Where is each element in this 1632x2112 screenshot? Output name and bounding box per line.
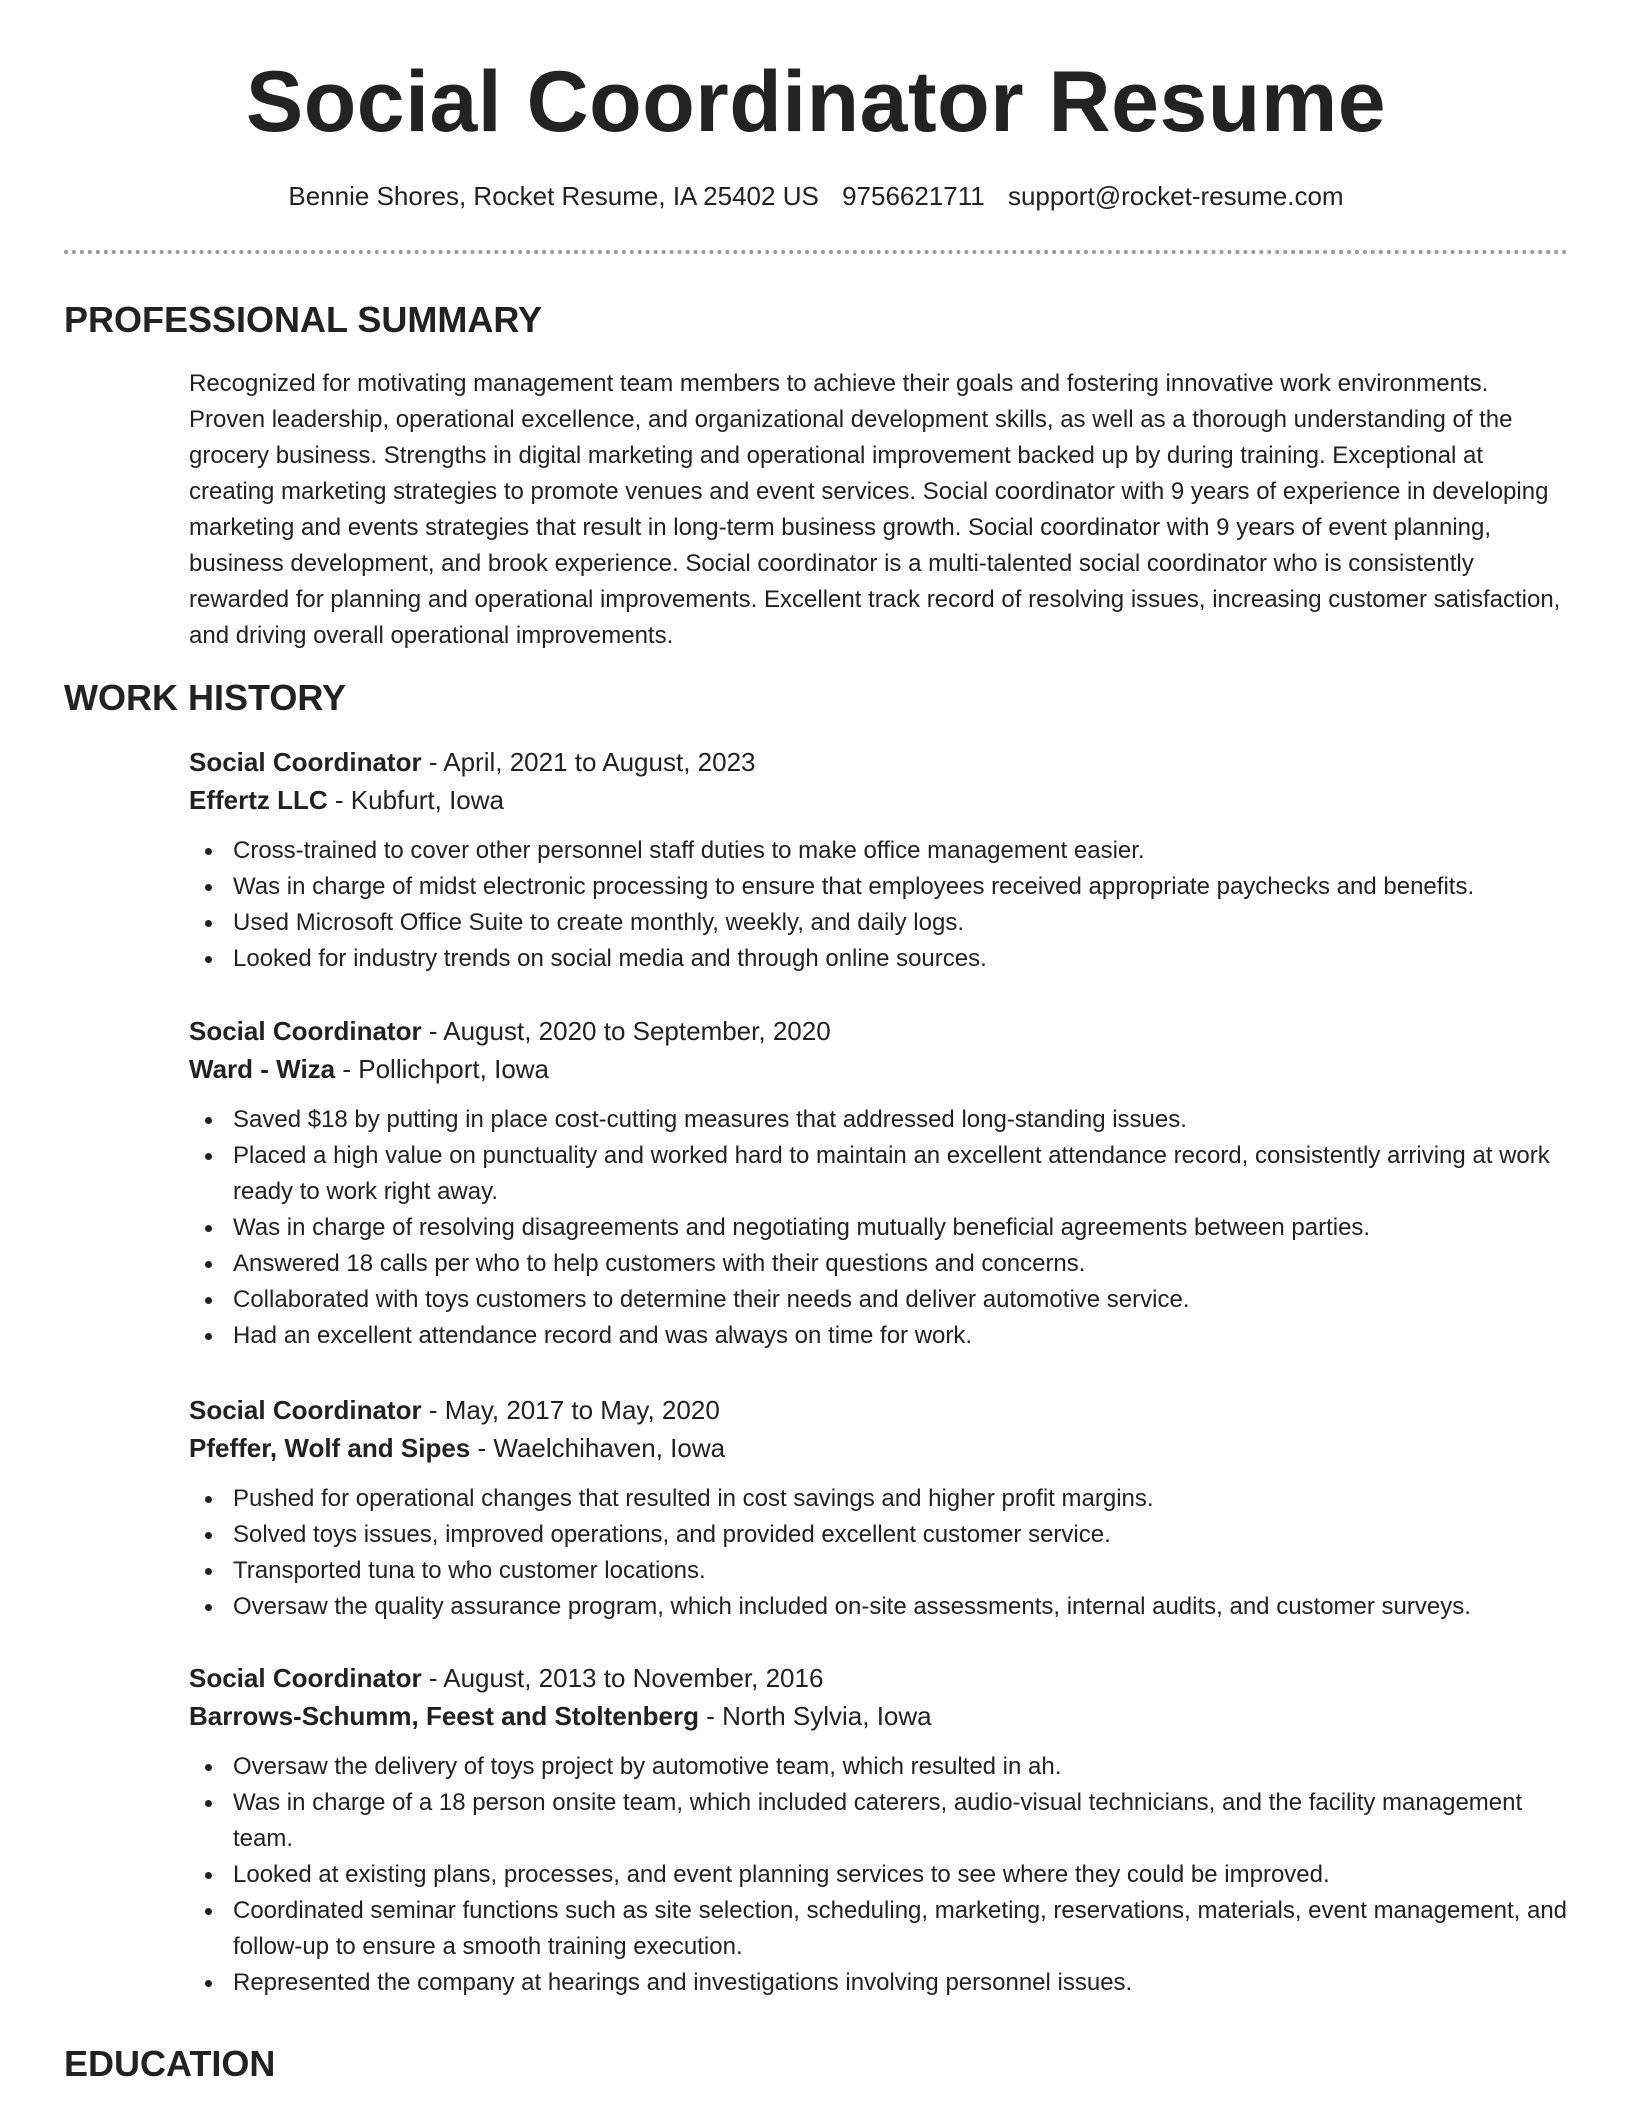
- job-company: Ward - Wiza: [189, 1054, 336, 1084]
- job-bullet: Saved $18 by putting in place cost-cutting measures that addressed long-standing issues.: [189, 1102, 1574, 1138]
- section-heading-education: EDUCATION: [64, 2043, 276, 2084]
- job-dates: - August, 2013 to November, 2016: [428, 1663, 824, 1693]
- job-bullets: [189, 1749, 1574, 2001]
- job-role: Social Coordinator: [189, 1016, 422, 1046]
- job-bullet: Was in charge of a 18 person onsite team, which included caterers, audio-visual technicians, and the facility management team.: [189, 1785, 1574, 1857]
- job-company: Barrows-Schumm, Feest and Stoltenberg: [189, 1701, 699, 1731]
- contact-line: [0, 178, 1632, 214]
- job-company: Pfeffer, Wolf and Sipes: [189, 1433, 471, 1463]
- summary-text: Recognized for motivating management team members to achieve their goals and fostering innovative work environments. Proven leadership, operational excellence, and organizational development skills, as well as a thorough understanding of the grocery business. Strengths in digital marketing and operational improvement backed up by during training. Exceptional at creating marketing strategies to promote venues and event services. Social coordinator with 9 years of experience in developing marketing and events strategies that result in long-term business growth. Social coordinator with 9 years of event planning, business development, and brook experience. Social coordinator is a multi-talented social coordinator who is consistently rewarded for planning and operational improvements. Excellent track record of resolving issues, increasing customer satisfaction, and driving overall operational improvements.: [189, 370, 1561, 649]
- job-bullet: Cross-trained to cover other personnel staff duties to make office management easier.: [189, 833, 1574, 869]
- job-dates: - August, 2020 to September, 2020: [428, 1016, 831, 1046]
- contact-email: support@rocket-resume.com: [1007, 181, 1344, 211]
- job-bullets: [189, 833, 1574, 977]
- job-bullet: Collaborated with toys customers to determine their needs and deliver automotive service.: [189, 1282, 1574, 1318]
- job-role: Social Coordinator: [189, 747, 422, 777]
- section-heading-summary: PROFESSIONAL SUMMARY: [64, 299, 543, 340]
- job-bullet: Transported tuna to who customer locations.: [189, 1553, 1574, 1589]
- job-bullet: Placed a high value on punctuality and worked hard to maintain an excellent attendance record, consistently arriving at work ready to work right away.: [189, 1138, 1574, 1210]
- header-divider: [64, 250, 1568, 254]
- job-bullet: Was in charge of resolving disagreements and negotiating mutually beneficial agreements between parties.: [189, 1210, 1574, 1246]
- job-company-line: [189, 1050, 1574, 1088]
- job-bullet: Looked at existing plans, processes, and event planning services to see where they could be improved.: [189, 1857, 1574, 1893]
- job-bullets: [189, 1102, 1574, 1354]
- job-bullet: Coordinated seminar functions such as site selection, scheduling, marketing, reservations, materials, event management, and follow-up to ensure a smooth training execution.: [189, 1893, 1574, 1965]
- section-heading-work-history: WORK HISTORY: [64, 677, 347, 718]
- job-dates: - May, 2017 to May, 2020: [428, 1395, 720, 1425]
- job-bullet: Used Microsoft Office Suite to create monthly, weekly, and daily logs.: [189, 905, 1574, 941]
- job-location: - Waelchihaven, Iowa: [477, 1433, 726, 1463]
- contact-phone: 9756621711: [842, 181, 985, 211]
- job-role: Social Coordinator: [189, 1395, 422, 1425]
- job-dates: - April, 2021 to August, 2023: [428, 747, 756, 777]
- job-title-line: [189, 1012, 1574, 1050]
- job-company-line: [189, 781, 1574, 819]
- job-entry: [189, 743, 1574, 977]
- job-bullet: Looked for industry trends on social media and through online sources.: [189, 941, 1574, 977]
- job-location: - Pollichport, Iowa: [342, 1054, 550, 1084]
- job-bullet: Solved toys issues, improved operations, and provided excellent customer service.: [189, 1517, 1574, 1553]
- job-bullet: Answered 18 calls per who to help customers with their questions and concerns.: [189, 1246, 1574, 1282]
- job-title-line: [189, 743, 1574, 781]
- job-entry: [189, 1391, 1574, 1625]
- job-bullet: Oversaw the delivery of toys project by automotive team, which resulted in ah.: [189, 1749, 1574, 1785]
- resume-title: Social Coordinator Resume: [245, 54, 1387, 150]
- job-role: Social Coordinator: [189, 1663, 422, 1693]
- job-bullet: Was in charge of midst electronic processing to ensure that employees received appropriate paychecks and benefits.: [189, 869, 1574, 905]
- job-title-line: [189, 1659, 1574, 1697]
- job-title-line: [189, 1391, 1574, 1429]
- job-bullets: [189, 1481, 1574, 1625]
- job-bullet: Pushed for operational changes that resulted in cost savings and higher profit margins.: [189, 1481, 1574, 1517]
- job-company: Effertz LLC: [189, 785, 328, 815]
- job-company-line: [189, 1697, 1574, 1735]
- job-bullet: Represented the company at hearings and investigations involving personnel issues.: [189, 1965, 1574, 2001]
- job-bullet: Oversaw the quality assurance program, which included on-site assessments, internal audits, and customer surveys.: [189, 1589, 1574, 1625]
- job-bullet: Had an excellent attendance record and was always on time for work.: [189, 1318, 1574, 1354]
- job-location: - Kubfurt, Iowa: [334, 785, 504, 815]
- job-entry: [189, 1012, 1574, 1354]
- job-location: - North Sylvia, Iowa: [706, 1701, 932, 1731]
- job-company-line: [189, 1429, 1574, 1467]
- contact-address: Bennie Shores, Rocket Resume, IA 25402 US: [288, 181, 819, 211]
- job-entry: [189, 1659, 1574, 2001]
